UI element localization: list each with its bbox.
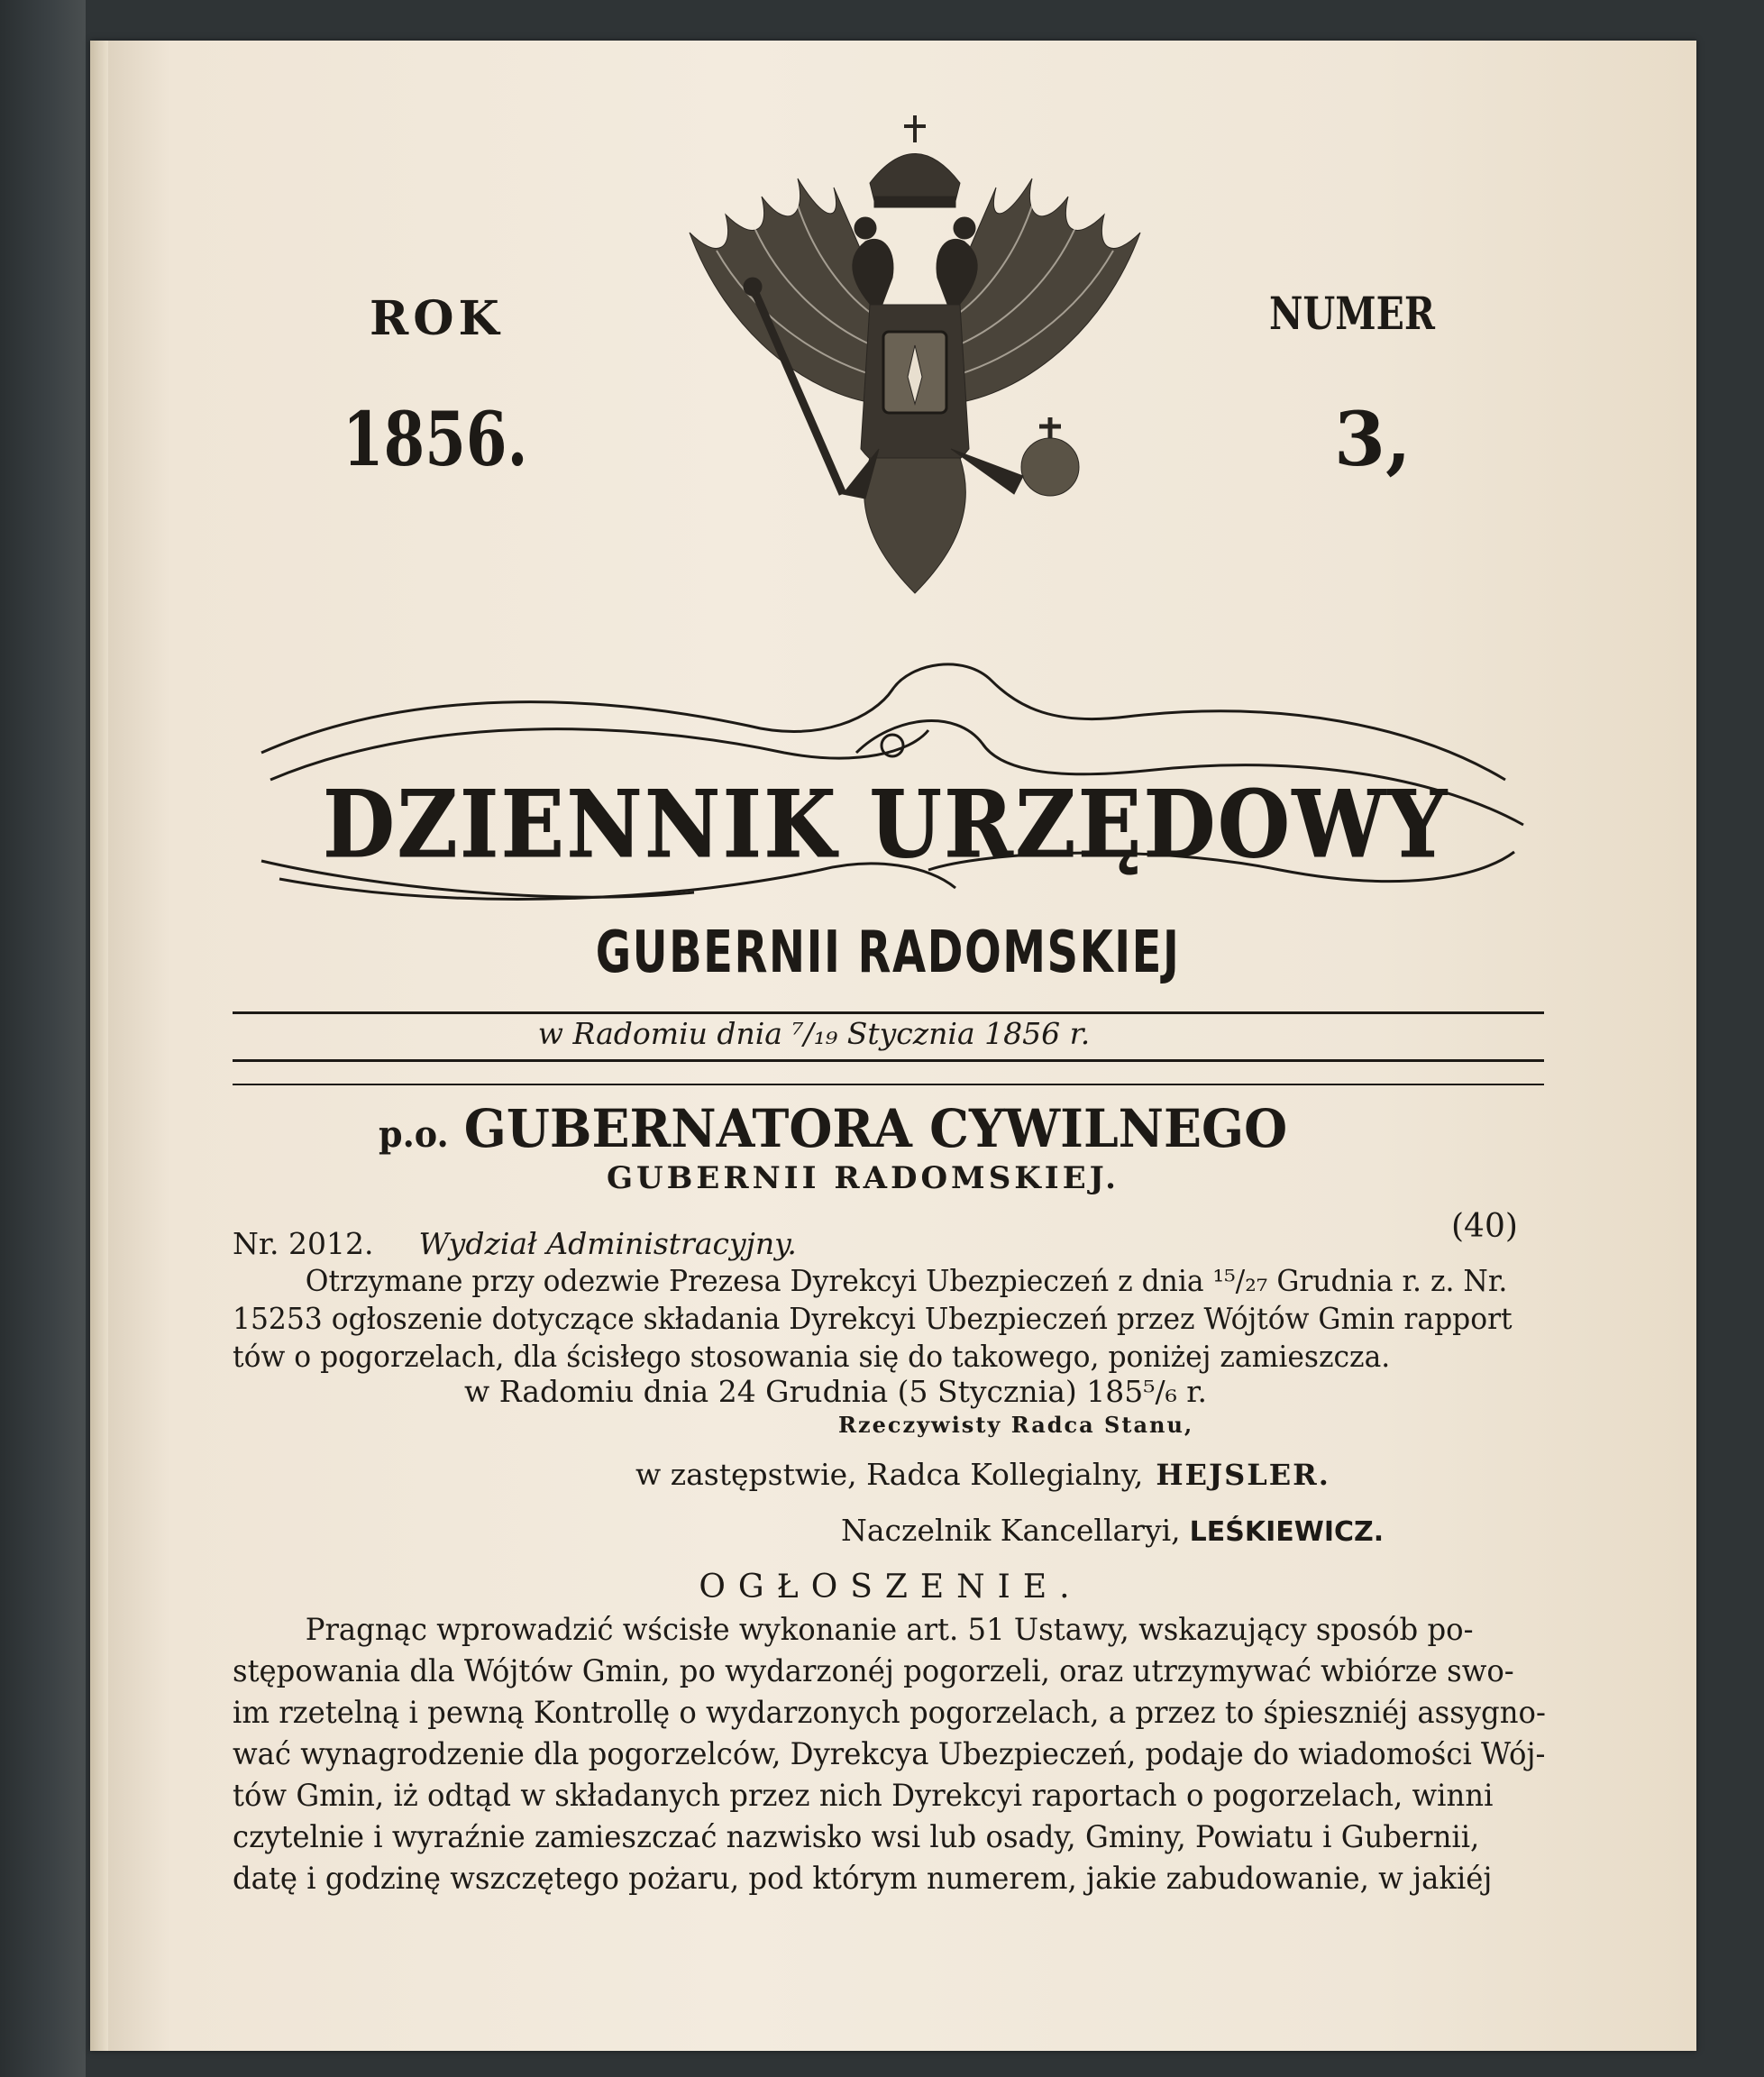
chief-name: LEŚKIEWICZ. (1189, 1516, 1385, 1548)
divider-rule (233, 1084, 1544, 1085)
chief-signature (841, 1513, 1384, 1548)
text-line: tów o pogorzelach, dla ścisłego stosowania się do takowego, poniżej zamieszcza. (233, 1339, 1391, 1374)
text-line: 15253 ogłoszenie dotyczące składania Dyrekcyi Ubezpieczeń przez Wójtów Gmin rapport (233, 1301, 1513, 1336)
announcement-body (233, 1609, 1546, 1899)
announcement-heading: OGŁOSZENIE. (699, 1569, 1083, 1606)
divider-rule (233, 1059, 1544, 1062)
binding-spine (0, 0, 86, 2077)
text-line: wać wynagrodzenie dla pogorzelców, Dyrekcya Ubezpieczeń, podaje do wiadomości Wój- (233, 1736, 1546, 1772)
notice-reference: (40) (1451, 1208, 1518, 1245)
deputy-signature (635, 1457, 1330, 1492)
section-prefix: p.o. (379, 1113, 449, 1156)
section-heading (379, 1098, 1287, 1159)
text-line: Pragnąc wprowadzić wścisłe wykonanie art. 51 Ustawy, wskazujący sposób po- (305, 1612, 1474, 1648)
text-line: czytelnie i wyraźnie zamieszczać nazwisko wsi lub osady, Gminy, Powiatu i Gubernii, (233, 1819, 1480, 1855)
deputy-name: HEJSLER. (1156, 1458, 1330, 1492)
text-line: im rzetelną i pewną Kontrollę o wydarzonych pogorzelach, a przez to śpieszniéj assygno- (233, 1695, 1546, 1731)
notice-number: Nr. 2012. (233, 1226, 374, 1261)
notice-body (233, 1262, 1513, 1376)
text-line: datę i godzinę wszczętego pożaru, pod którym numerem, jakie zabudowanie, w jakiéj (233, 1861, 1493, 1897)
section-heading-text: GUBERNATORA CYWILNEGO (463, 1098, 1288, 1159)
newspaper-subtitle: GUBERNII RADOMSKIEJ (595, 920, 1181, 986)
chief-prefix: Naczelnik Kancellaryi, (841, 1513, 1181, 1548)
page-edge (90, 41, 108, 2051)
double-headed-eagle-icon (672, 106, 1158, 611)
text-line: Otrzymane przy odezwie Prezesa Dyrekcyi Ubezpieczeń z dnia ¹⁵/₂₇ Grudnia r. z. Nr. (305, 1263, 1508, 1298)
issue-number: 3, (1334, 397, 1412, 483)
text-line: stępowania dla Wójtów Gmin, po wydarzonéj pogorzeli, oraz utrzymywać wbiórze swo- (233, 1653, 1514, 1689)
text-line: tów Gmin, iż odtąd w składanych przez nich Dyrekcyi raportach o pogorzelach, winni (233, 1778, 1494, 1814)
numer-label: NUMER (1269, 287, 1435, 340)
dateline: w Radomiu dnia ⁷/₁₉ Stycznia 1856 r. (537, 1016, 1091, 1051)
notice-place-date: w Radomiu dnia 24 Grudnia (5 Stycznia) 185⁵/₆ r. (464, 1374, 1207, 1409)
newspaper-title: DZIENNIK URZĘDOWY (323, 771, 1449, 879)
notice-number-line (233, 1226, 797, 1261)
notice-department: Wydział Administracyjny. (418, 1226, 797, 1261)
rok-label: ROK (370, 291, 504, 346)
signatory-title: Rzeczywisty Radca Stanu, (838, 1412, 1194, 1438)
year-value: 1856. (343, 397, 528, 483)
divider-rule (233, 1011, 1544, 1014)
deputy-prefix: w zastępstwie, Radca Kollegialny, (635, 1457, 1144, 1492)
section-subheading: GUBERNII RADOMSKIEJ. (607, 1160, 1120, 1196)
